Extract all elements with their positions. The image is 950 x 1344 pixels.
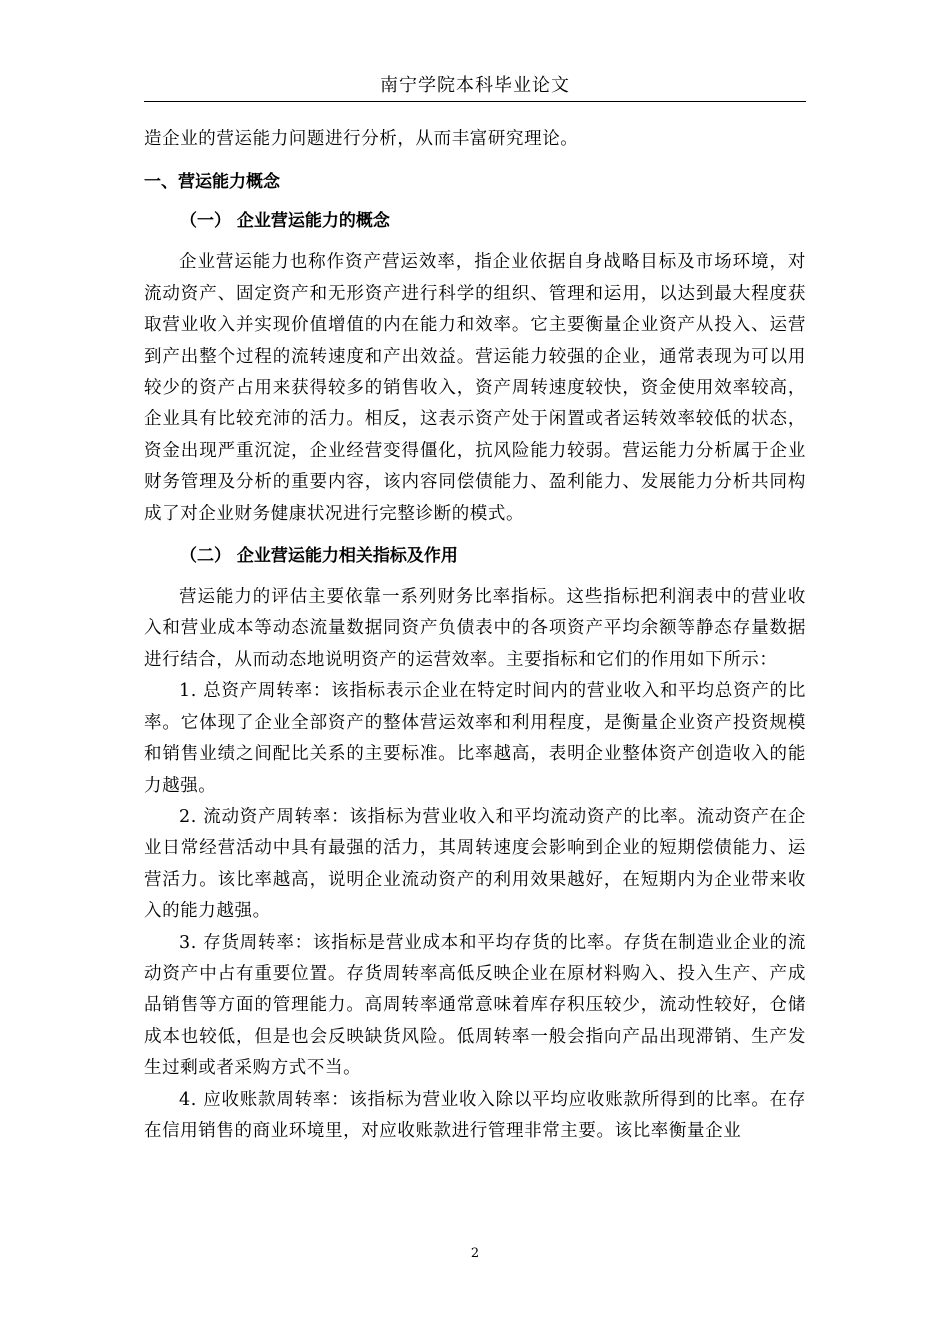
body-paragraph: 企业营运能力也称作资产营运效率，指企业依据自身战略目标及市场环境，对流动资产、固定资产和无形资产进行科学的组织、管理和运用，以达到最大程度获取营业收入并实现价值增值的内在能力和效率。它主要衡量企业资产从投入、运营到产出整个过程的流转速度和产出效益。营运能力较强的企业，通常表现为可以用较少的资产占用来获得较多的销售收入，资产周转速度较快，资金使用效率较高，企业具有比较充沛的活力。相反，这表示资产处于闲置或者运转效率较低的状态，资金出现严重沉淀，企业经营变得僵化，抗风险能力较弱。营运能力分析属于企业财务管理及分析的重要内容，该内容同偿债能力、盈利能力、发展能力分析共同构成了对企业财务健康状况进行完整诊断的模式。 [144, 252, 806, 524]
subsection-heading: （二） 企业营运能力相关指标及作用 [180, 546, 458, 567]
list-item: 3. 存货周转率：该指标是营业成本和平均存货的比率。存货在制造业企业的流动资产中占有重要位置。存货周转率高低反映企业在原材料购入、投入生产、产成品销售等方面的管理能力。高周转率通常意味着库存积压较少，流动性较好，仓储成本也较低，但是也会反映缺货风险。低周转率一般会指向产品出现滞销、生产发生过剩或者采购方式不当。 [144, 932, 806, 1079]
list-item: 2. 流动资产周转率：该指标为营业收入和平均流动资产的比率。流动资产在企业日常经营活动中具有最强的活力，其周转速度会影响到企业的短期偿债能力、运营活力。该比率越高，说明企业流动资产的利用效果越好，在短期内为企业带来收入的能力越强。 [144, 806, 806, 922]
section-heading: 一、营运能力概念 [144, 172, 280, 193]
list-item: 4. 应收账款周转率：该指标为营业收入除以平均应收账款所得到的比率。在存在信用销售的商业环境里，对应收账款进行管理非常主要。该比率衡量企业 [144, 1089, 806, 1141]
page-body [144, 124, 806, 1147]
page-number: 2 [470, 1246, 480, 1261]
body-paragraph: 营运能力的评估主要依靠一系列财务比率指标。这些指标把利润表中的营业收入和营业成本等动态流量数据同资产负债表中的各项资产平均余额等静态存量数据进行结合，从而动态地说明资产的运营效率。主要指标和它们的作用如下所示： [144, 587, 806, 670]
running-header: 南宁学院本科毕业论文 [380, 75, 570, 96]
intro-paragraph-tail: 造企业的营运能力问题进行分析，从而丰富研究理论。 [144, 129, 579, 149]
header-rule [144, 101, 806, 102]
subsection-heading: （一） 企业营运能力的概念 [180, 211, 390, 232]
list-item: 1. 总资产周转率：该指标表示企业在特定时间内的营业收入和平均总资产的比率。它体现了企业全部资产的整体营运效率和利用程度，是衡量企业资产投资规模和销售业绩之间配比关系的主要标准。比率越高，表明企业整体资产创造收入的能力越强。 [144, 681, 806, 796]
